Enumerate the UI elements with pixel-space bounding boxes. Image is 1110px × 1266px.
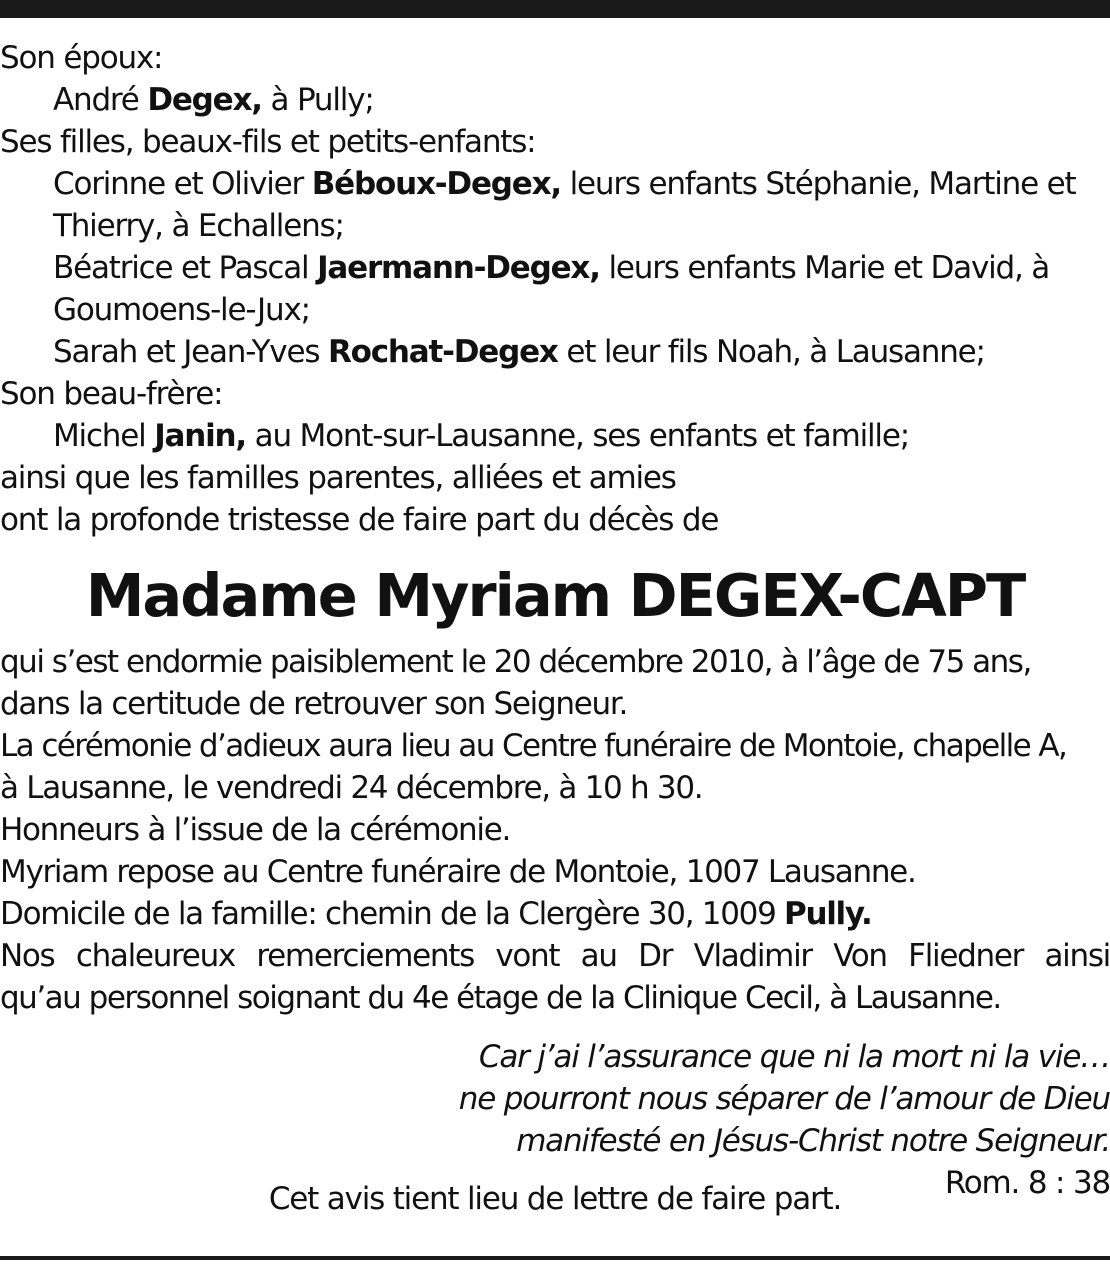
brother-heading: Son beau-frère: xyxy=(0,376,223,412)
relatives-line: ainsi que les familles parentes, alliées et amies xyxy=(0,460,676,496)
verse-line-1: Car j’ai l’assurance que ni la mort ni la vie… xyxy=(478,1039,1110,1075)
honours-line: Honneurs à l’issue de la cérémonie. xyxy=(0,812,511,848)
child-entry-2 xyxy=(0,247,1083,331)
child-1-names: Corinne et Olivier xyxy=(53,166,312,202)
spouse-place: à Pully; xyxy=(261,82,374,118)
passing-line-1: qui s’est endormie paisiblement le 20 décembre 2010, à l’âge de 75 ans, xyxy=(0,644,1031,680)
child-1-details: leurs enfants Stéphanie, Martine et Thierry, à Echallens; xyxy=(53,166,1076,244)
brother-entry xyxy=(0,415,1110,457)
spouse-surname: Degex, xyxy=(147,82,262,118)
announcement-line: ont la profonde tristesse de faire part du décès de xyxy=(0,502,719,538)
child-entry-1 xyxy=(0,163,1083,247)
brother-given-name: Michel xyxy=(53,418,155,454)
child-2-details: leurs enfants Marie et David, à Goumoens-le-Jux; xyxy=(53,250,1050,328)
child-2-surname: Jaermann-Degex, xyxy=(317,250,600,286)
child-1-surname: Béboux-Degex, xyxy=(311,166,561,202)
family-list xyxy=(0,37,1110,541)
deceased-name: Madame Myriam DEGEX-CAPT xyxy=(85,561,1025,630)
spouse-heading: Son époux: xyxy=(0,40,163,76)
domicile-town: Pully. xyxy=(784,896,872,932)
child-2-names: Béatrice et Pascal xyxy=(53,250,318,286)
children-heading: Ses filles, beaux-fils et petits-enfants: xyxy=(0,124,536,160)
repose-line: Myriam repose au Centre funéraire de Montoie, 1007 Lausanne. xyxy=(0,854,916,890)
ceremony-line-2: à Lausanne, le vendredi 24 décembre, à 10 h 30. xyxy=(0,770,703,806)
brother-details: au Mont-sur-Lausanne, ses enfants et famille; xyxy=(246,418,909,454)
notice-details xyxy=(0,641,1110,1019)
ceremony-line-1: La cérémonie d’adieux aura lieu au Centre funéraire de Montoie, chapelle A, xyxy=(0,728,1067,764)
child-3-names: Sarah et Jean-Yves xyxy=(53,334,328,370)
thanks-line-1: Nos chaleureux remerciements vont au Dr Vladimir Von Fliedner ainsi xyxy=(0,938,1110,974)
spouse-given-name: André xyxy=(53,82,148,118)
child-3-surname: Rochat-Degex xyxy=(327,334,558,370)
spouse-entry xyxy=(0,79,1110,121)
bottom-rule xyxy=(0,1256,1110,1260)
top-rule xyxy=(0,0,1110,18)
child-entry-3 xyxy=(0,331,1110,373)
child-3-details: et leur fils Noah, à Lausanne; xyxy=(557,334,985,370)
brother-surname: Janin, xyxy=(154,418,246,454)
verse-line-2: ne pourront nous séparer de l’amour de Dieu xyxy=(458,1081,1110,1117)
verse-line-3: manifesté en Jésus-Christ notre Seigneur. xyxy=(516,1123,1110,1159)
thanks-line-2: qu’au personnel soignant du 4e étage de la Clinique Cecil, à Lausanne. xyxy=(0,980,1001,1016)
domicile-line xyxy=(0,893,1110,935)
verse-reference: Rom. 8 : 38 xyxy=(944,1165,1110,1201)
domicile-address: Domicile de la famille: chemin de la Clergère 30, 1009 xyxy=(0,896,785,932)
closing-line: Cet avis tient lieu de lettre de faire part. xyxy=(268,1181,842,1217)
passing-line-2: dans la certitude de retrouver son Seigneur. xyxy=(0,686,627,722)
